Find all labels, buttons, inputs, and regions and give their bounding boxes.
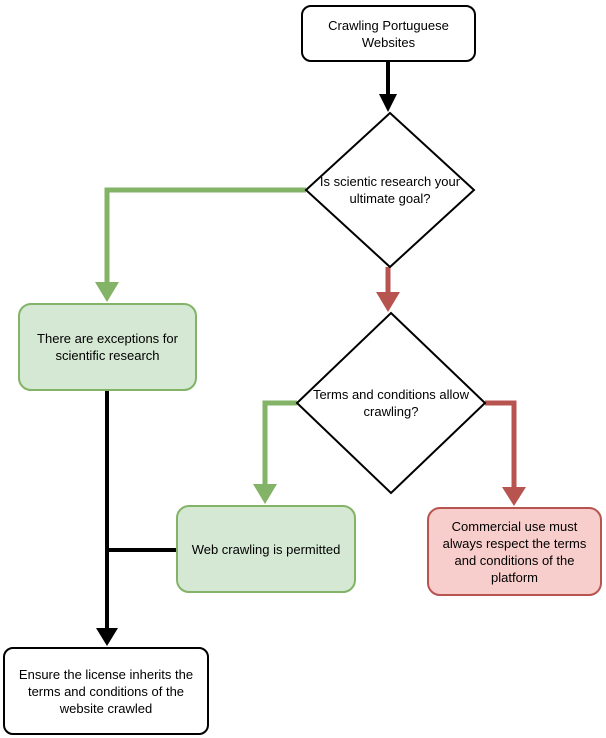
decision2-node [297,368,485,438]
commercial-node-label: Commercial use must always respect the terms and conditions of the platform [442,518,587,585]
decision2-node-label: Terms and conditions allow crawling? [312,387,470,419]
permitted-node [176,505,356,593]
edge-decision2-to-commercial [485,403,514,488]
edge-decision1-to-exceptions [107,190,306,283]
license-node-label: Ensure the license inherits the terms and conditions of the website crawled [18,666,194,716]
arrowhead-start-to-decision1 [379,94,397,112]
decision1-node [306,155,474,225]
decision1-node-label: Is scientic research your ultimate goal? [319,174,461,206]
start-node-label: Crawling Portuguese Websites [328,17,449,50]
exceptions-node [18,303,197,391]
arrowhead-decision2-to-commercial [502,487,526,506]
arrowhead-exceptions-to-license [96,628,118,646]
arrowhead-decision1-to-exceptions [95,282,119,302]
permitted-node-label: Web crawling is permitted [191,541,341,557]
arrowhead-decision2-to-permitted [253,484,277,504]
exceptions-node-label: There are exceptions for scientific research [37,331,178,363]
license-node [3,647,209,735]
start-node [301,5,476,62]
commercial-node [427,507,602,596]
arrowhead-decision1-to-decision2 [376,292,400,312]
edge-decision2-to-permitted [265,403,297,485]
